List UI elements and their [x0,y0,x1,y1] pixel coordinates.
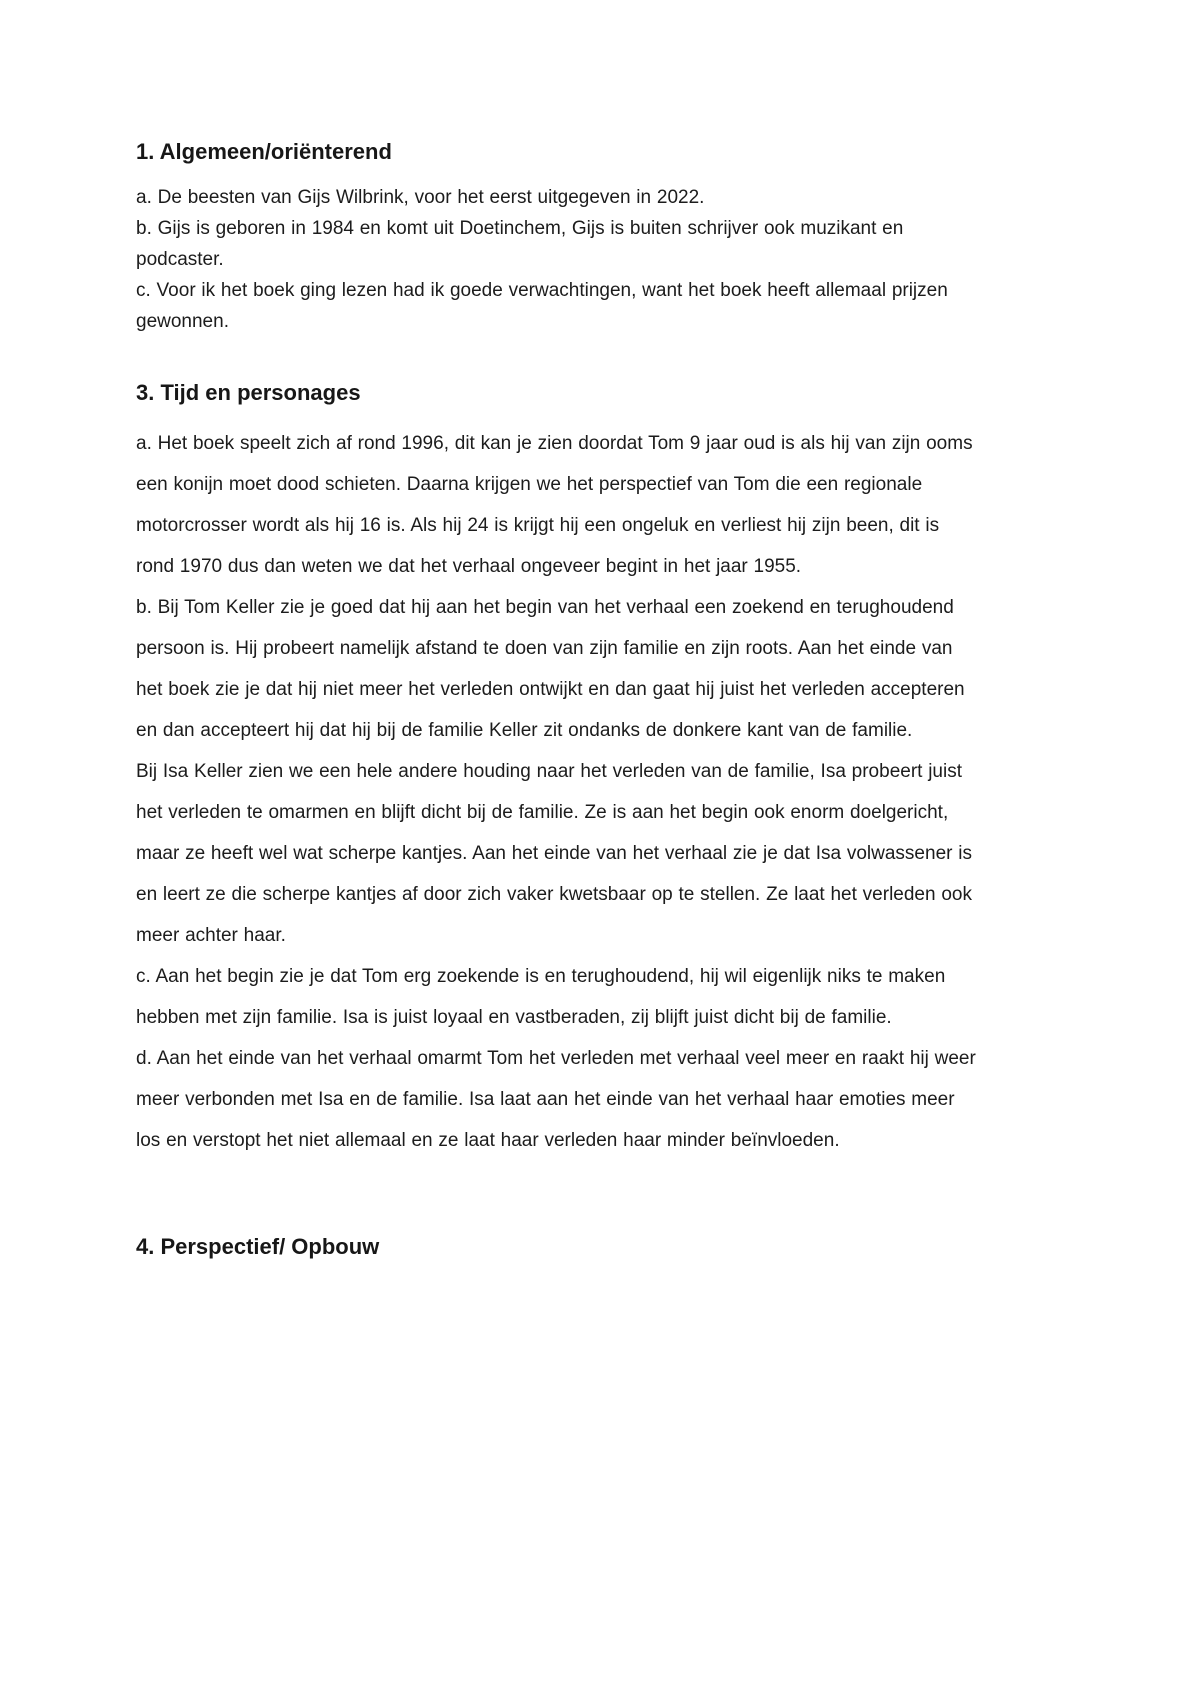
section-heading-perspectief-opbouw: 4. Perspectief/ Opbouw [136,1234,380,1259]
paragraph-1b: b. Gijs is geboren in 1984 en komt uit Doetinchem, Gijs is buiten schrijver ook muzikant en podcaster. [136,218,904,270]
paragraph-3d: d. Aan het einde van het verhaal omarmt Tom het verleden met verhaal veel meer en raakt hij weer meer verbonden met Isa en de familie. Isa laat aan het einde van het verhaal haar emoties meer los en verstopt het niet allemaal en ze laat haar verleden haar minder beïnvloeden. [136,1048,976,1151]
paragraph-3c: c. Aan het begin zie je dat Tom erg zoekende is en terughoudend, hij wil eigenlijk niks te maken hebben met zijn familie. Isa is juist loyaal en vastberaden, zij blijft juist dicht bij de familie. [136,966,946,1028]
paragraph-1c: c. Voor ik het boek ging lezen had ik goede verwachtingen, want het boek heeft allemaal prijzen gewonnen. [136,280,948,332]
paragraph-1a: a. De beesten van Gijs Wilbrink, voor het eerst uitgegeven in 2022. [136,187,705,208]
paragraph-3b-tom: b. Bij Tom Keller zie je goed dat hij aan het begin van het verhaal een zoekend en terughoudend persoon is. Hij probeert namelijk afstand te doen van zijn familie en zijn roots. Aan het einde van het boek zie je dat hij niet meer het verleden ontwijkt en dan gaat hij juist het verleden accepteren en dan accepteert hij dat hij bij de familie Keller zit ondanks de donkere kant van de familie. [136,597,965,741]
section-perspectief-opbouw [136,1233,978,1261]
section-heading-tijd-en-personages: 3. Tijd en personages [136,380,361,405]
paragraph-3b-isa: Bij Isa Keller zien we een hele andere houding naar het verleden van de familie, Isa probeert juist het verleden te omarmen en blijft dicht bij de familie. Ze is aan het begin ook enorm doelgericht, maar ze heeft wel wat scherpe kantjes. Aan het einde van het verhaal zie je dat Isa volwassener is en leert ze die scherpe kantjes af door zich vaker kwetsbaar op te stellen. Ze laat het verleden ook meer achter haar. [136,761,972,946]
paragraph-3a: a. Het boek speelt zich af rond 1996, dit kan je zien doordat Tom 9 jaar oud is als hij van zijn ooms een konijn moet dood schieten. Daarna krijgen we het perspectief van Tom die een regionale motorcrosser wordt als hij 16 is. Als hij 24 is krijgt hij een ongeluk en verliest hij zijn been, dit is rond 1970 dus dan weten we dat het verhaal ongeveer begint in het jaar 1955. [136,433,973,577]
section-heading-algemeen: 1. Algemeen/oriënterend [136,139,392,164]
section-algemeen [136,138,978,337]
section-tijd-en-personages [136,379,978,1161]
